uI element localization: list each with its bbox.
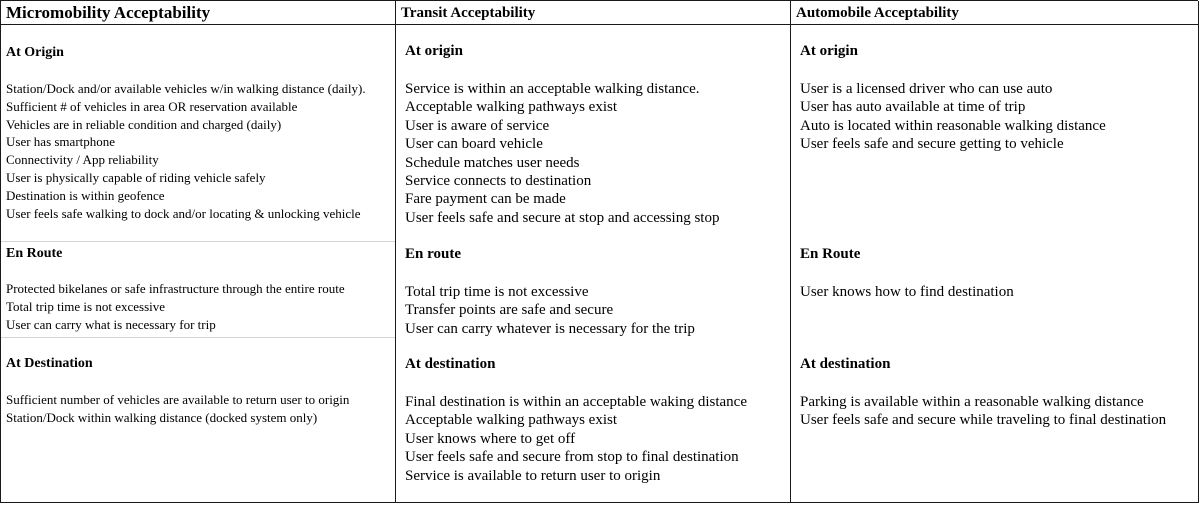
transit-destination-heading: At destination <box>405 356 496 372</box>
list-item: User knows where to get off <box>405 430 576 447</box>
list-item: Station/Dock and/or available vehicles w/in walking distance (daily). <box>6 81 366 96</box>
automobile-column <box>791 1 1199 503</box>
transit-title: Transit Acceptability <box>401 5 536 21</box>
list-item: Connectivity / App reliability <box>6 152 159 168</box>
automobile-origin-heading: At origin <box>800 43 858 59</box>
list-item: User feels safe and secure at stop and accessing stop <box>405 209 720 226</box>
column-header <box>1 1 395 25</box>
list-item: Parking is available within a reasonable walking distance <box>800 394 1144 410</box>
list-item: Total trip time is not excessive <box>6 298 166 314</box>
micromobility-column <box>1 1 396 503</box>
list-item: User is aware of service <box>405 117 550 134</box>
micromobility-route-list <box>6 280 389 333</box>
automobile-origin-list <box>800 80 1194 154</box>
list-item: Sufficient number of vehicles are available to return user to origin <box>6 392 350 407</box>
transit-route-heading: En route <box>405 246 461 262</box>
automobile-route-heading: En Route <box>800 246 861 262</box>
transit-route-list <box>405 283 786 338</box>
list-item: Acceptable walking pathways exist <box>405 412 618 429</box>
list-item: Schedule matches user needs <box>405 154 580 171</box>
list-item: User has smartphone <box>6 134 116 150</box>
list-item: Fare payment can be made <box>405 191 566 208</box>
transit-origin-heading: At origin <box>405 43 463 59</box>
list-item: User can board vehicle <box>405 136 543 153</box>
list-item: Transfer points are safe and secure <box>405 302 614 319</box>
list-item: User can carry what is necessary for trip <box>6 316 216 332</box>
column-header <box>791 1 1198 25</box>
list-item: Destination is within geofence <box>6 187 165 203</box>
section-divider <box>1 337 395 338</box>
micromobility-origin-list <box>6 80 389 222</box>
micromobility-destination-list <box>6 391 389 427</box>
micromobility-title: Micromobility Acceptability <box>6 3 211 22</box>
list-item: Service is within an acceptable walking distance. <box>405 81 700 97</box>
automobile-destination-list <box>800 393 1194 430</box>
automobile-route-list <box>800 283 1194 301</box>
micromobility-origin-heading: At Origin <box>6 45 64 60</box>
automobile-destination-heading: At destination <box>800 356 891 372</box>
list-item: Auto is located within reasonable walking distance <box>800 117 1106 134</box>
list-item: Station/Dock within walking distance (docked system only) <box>6 409 318 425</box>
micromobility-destination-heading: At Destination <box>6 356 93 371</box>
automobile-title: Automobile Acceptability <box>796 5 959 21</box>
list-item: User is physically capable of riding vehicle safely <box>6 169 266 185</box>
list-item: Protected bikelanes or safe infrastructure through the entire route <box>6 281 345 296</box>
list-item: User is a licensed driver who can use auto <box>800 81 1053 97</box>
list-item: Sufficient # of vehicles in area OR reservation available <box>6 98 298 114</box>
table-bottom-border <box>1 502 1198 503</box>
list-item: User can carry whatever is necessary for the trip <box>405 320 695 337</box>
transit-origin-list <box>405 80 786 227</box>
transit-column <box>396 1 791 503</box>
list-item: Service connects to destination <box>405 173 592 190</box>
list-item: User has auto available at time of trip <box>800 99 1026 116</box>
list-item: User feels safe and secure getting to vehicle <box>800 136 1064 153</box>
list-item: User feels safe and secure while traveling to final destination <box>800 412 1167 429</box>
list-item: User feels safe and secure from stop to final destination <box>405 449 739 466</box>
transit-destination-list <box>405 393 786 485</box>
section-divider <box>1 241 395 242</box>
column-header <box>396 1 790 25</box>
list-item: Vehicles are in reliable condition and charged (daily) <box>6 116 282 132</box>
list-item: User knows how to find destination <box>800 284 1014 300</box>
list-item: Final destination is within an acceptable waking distance <box>405 394 747 410</box>
list-item: Service is available to return user to origin <box>405 467 661 484</box>
list-item: User feels safe walking to dock and/or locating & unlocking vehicle <box>6 205 361 221</box>
micromobility-route-heading: En Route <box>6 246 63 261</box>
list-item: Total trip time is not excessive <box>405 284 589 300</box>
list-item: Acceptable walking pathways exist <box>405 99 618 116</box>
